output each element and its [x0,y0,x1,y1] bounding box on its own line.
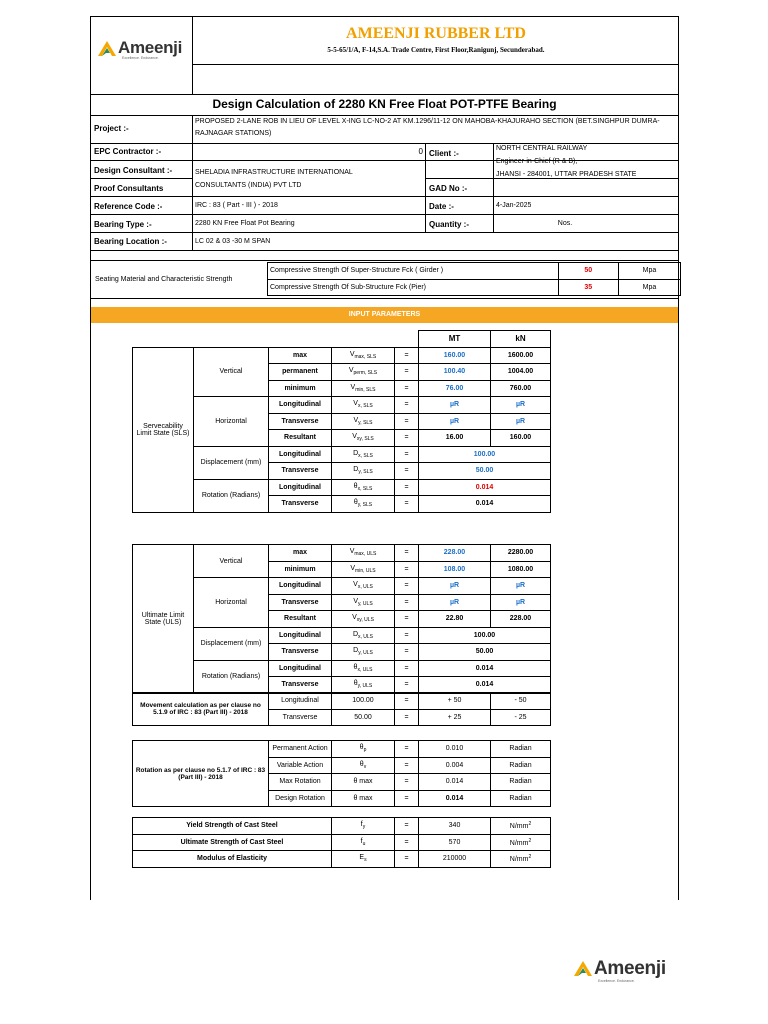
footer-logo-mark-icon [572,958,594,978]
sls-value: 100.00 [419,446,551,463]
sls-value: 0.014 [419,496,551,513]
unit-mt-header: MT [419,331,491,348]
sls-key: Transverse [269,496,332,513]
material-table [132,817,551,868]
movement-table [132,692,551,726]
uls-symbol: $V_{y, ULS}$ [332,594,395,611]
uls-kn: µR [491,594,551,611]
sls-symbol: $D_{x, SLS}$ [332,446,395,463]
sls-symbol: $V_{perm, SLS}$ [332,364,395,381]
sls-kn: µR [491,397,551,414]
uls-value: 0.014 [419,660,551,677]
client-line2: Engineer-in-Chief (R & B), [496,158,578,165]
sls-group-label: Horizontal [194,397,269,447]
uls-label: Ultimate Limit State (ULS) [133,545,194,694]
uls-row [133,627,551,644]
sls-eq: = [395,446,419,463]
uls-key: Transverse [269,594,332,611]
uls-value: 50.00 [419,644,551,661]
bearing-location-value: LC 02 & 03 -30 M SPAN [195,238,271,245]
uls-eq: = [395,545,419,562]
reference-value: IRC : 83 ( Part - III ) - 2018 [195,202,278,209]
uls-symbol: $V_{min, ULS}$ [332,561,395,578]
sls-symbol: $V_{y, SLS}$ [332,413,395,430]
sls-key: max [269,347,332,364]
sls-eq: = [395,380,419,397]
sls-key: Longitudinal [269,479,332,496]
date-value: 4-Jan-2025 [496,202,532,209]
bearing-location-label: Bearing Location :- [94,237,167,246]
uls-mt: µR [419,594,491,611]
sls-eq: = [395,496,419,513]
movement-label: Movement calculation as per clause no 5.1.9 of IRC : 83 (Part III) - 2018 [133,693,269,726]
input-parameters-header: INPUT PARAMETERS [91,307,678,323]
uls-value: 100.00 [419,627,551,644]
uls-row [133,545,551,562]
uls-key: Longitudinal [269,627,332,644]
uls-eq: = [395,578,419,595]
uls-key: Longitudinal [269,660,332,677]
sls-mt: µR [419,397,491,414]
sls-kn: 760.00 [491,380,551,397]
sls-key: Transverse [269,413,332,430]
uls-key: Transverse [269,677,332,694]
rotation-label: Rotation as per clause no 5.1.7 of IRC : 83 (Part III) - 2018 [133,741,269,807]
sls-mt: 100.40 [419,364,491,381]
uls-symbol: $V_{xy, ULS}$ [332,611,395,628]
material-row: Ultimate Strength of Cast Steel $f_u$ = 570 $N/mm^2$ [133,834,551,851]
client-label: Client :- [429,149,459,158]
uls-kn: 228.00 [491,611,551,628]
gad-label: GAD No :- [429,184,468,193]
sls-mt: µR [419,413,491,430]
sls-key: Longitudinal [269,397,332,414]
uls-mt: µR [419,578,491,595]
sls-symbol: $\theta_{x, SLS}$ [332,479,395,496]
seating-row2-label: Compressive Strength Of Sub-Structure Fck (Pier) [268,279,559,296]
unit-kn-header: kN [491,331,551,348]
footer-logo [572,958,666,983]
uls-kn: 1080.00 [491,561,551,578]
company-logo [96,38,182,58]
sls-kn: 1004.00 [491,364,551,381]
proof-label: Proof Consultants [94,184,164,193]
seating-row1-label: Compressive Strength Of Super-Structure Fck ( Girder ) [268,263,559,280]
uls-eq: = [395,677,419,694]
uls-mt: 228.00 [419,545,491,562]
uls-group-label: Horizontal [194,578,269,628]
project-value-line1: PROPOSED 2-LANE ROB IN LIEU OF LEVEL X-ING LC-NO-2 AT KM.1296/11-12 ON MAHOBA-KHAJURAHO SECTION (BET.SINGHPUR DUMRA- [195,118,660,125]
uls-symbol: $D_{x, ULS}$ [332,627,395,644]
uls-key: Longitudinal [269,578,332,595]
uls-symbol: $D_{y, ULS}$ [332,644,395,661]
date-label: Date :- [429,202,454,211]
uls-symbol: $\theta_{y, ULS}$ [332,677,395,694]
uls-eq: = [395,611,419,628]
sls-value: 0.014 [419,479,551,496]
uls-table [132,528,551,694]
consultant-line2: CONSULTANTS (INDIA) PVT LTD [195,182,302,189]
design-consultant-label: Design Consultant :- [94,166,173,175]
movement-row: Movement calculation as per clause no 5.1.9 of IRC : 83 (Part III) - 2018 Longitudinal 100.00 = + 50 - 50 [133,693,551,710]
sls-mt: 16.00 [419,430,491,447]
sls-group-label: Vertical [194,347,269,397]
uls-key: Resultant [269,611,332,628]
sls-kn: 1600.00 [491,347,551,364]
sls-symbol: $V_{xy, SLS}$ [332,430,395,447]
uls-kn: µR [491,578,551,595]
logo-mark-icon [96,38,118,58]
consultant-line1: SHELADIA INFRASTRUCTURE INTERNATIONAL [195,169,353,176]
rotation-row: Rotation as per clause no 5.1.7 of IRC : 83 (Part III) - 2018 Permanent Action $\theta_p$ = 0.010 Radian [133,741,551,758]
sls-value: 50.00 [419,463,551,480]
company-name: AMEENJI RUBBER LTD [346,25,526,42]
project-value-line2: RAJNAGAR STATIONS) [195,130,272,137]
seating-row1-unit: Mpa [618,263,680,280]
sls-mt: 160.00 [419,347,491,364]
uls-eq: = [395,660,419,677]
sls-key: Longitudinal [269,446,332,463]
uls-group-label: Rotation (Radians) [194,660,269,693]
uls-group-label: Displacement (mm) [194,627,269,660]
quantity-unit: Nos. [557,220,573,227]
sls-eq: = [395,364,419,381]
sls-row [133,446,551,463]
sls-symbol: $V_{max, SLS}$ [332,347,395,364]
sls-symbol: $D_{y, SLS}$ [332,463,395,480]
uls-symbol: $\theta_{x, ULS}$ [332,660,395,677]
sls-row [133,397,551,414]
project-label: Project :- [94,124,129,133]
sls-eq: = [395,413,419,430]
sls-key: Transverse [269,463,332,480]
uls-mt: 108.00 [419,561,491,578]
rotation-table [132,740,551,807]
epc-value: 0 [418,147,423,156]
rotation-row: Variable Action $\theta_v$ = 0.004 Radian [133,757,551,774]
sls-label: Servecability Limit State (SLS) [133,347,194,512]
sls-group-label: Displacement (mm) [194,446,269,479]
uls-row [133,660,551,677]
sls-key: permanent [269,364,332,381]
sls-table [132,330,551,513]
uls-kn: 2280.00 [491,545,551,562]
uls-value: 0.014 [419,677,551,694]
sls-kn: 160.00 [491,430,551,447]
uls-key: max [269,545,332,562]
footer-logo-text: Ameenji [594,958,666,979]
sls-row [133,479,551,496]
footer-logo-tagline: Excellence. Endurance. [598,979,635,983]
client-line3: JHANSI - 284001, UTTAR PRADESH STATE [496,171,637,178]
uls-symbol: $V_{max, ULS}$ [332,545,395,562]
uls-eq: = [395,627,419,644]
uls-key: Transverse [269,644,332,661]
seating-label: Seating Material and Characteristic Strength [95,276,233,283]
uls-group-label: Vertical [194,545,269,578]
sls-eq: = [395,347,419,364]
sls-eq: = [395,397,419,414]
uls-row [133,578,551,595]
bearing-type-value: 2280 KN Free Float Pot Bearing [195,220,295,227]
sls-group-label: Rotation (Radians) [194,479,269,512]
material-row: Modulus of Elasticity $E_s$ = 210000 $N/mm^2$ [133,851,551,868]
sls-row [133,347,551,364]
logo-text: Ameenji [118,38,183,57]
seating-row2-unit: Mpa [618,279,680,296]
page-title: Design Calculation of 2280 KN Free Float POT-PTFE Bearing [212,97,557,111]
uls-mt: 22.80 [419,611,491,628]
client-line1: NORTH CENTRAL RAILWAY [496,145,588,152]
rotation-row: Design Rotation θ max = 0.014 Radian [133,790,551,807]
sls-symbol: $V_{min, SLS}$ [332,380,395,397]
sls-mt: 76.00 [419,380,491,397]
company-address: 5-5-65/1/A, F-14,S.A. Trade Centre, First Floor,Ranigunj, Secunderabad. [327,46,545,54]
logo-tagline: Excellence. Endurance. [122,56,159,60]
seating-row2-value: 35 [558,279,618,296]
reference-label: Reference Code :- [94,202,163,211]
seating-row1-value: 50 [558,263,618,280]
sls-eq: = [395,430,419,447]
quantity-label: Quantity :- [429,220,469,229]
bearing-type-label: Bearing Type :- [94,220,152,229]
sls-eq: = [395,463,419,480]
material-row: Yield Strength of Cast Steel $f_y$ = 340 $N/mm^2$ [133,818,551,835]
seating-table [267,262,681,296]
uls-eq: = [395,644,419,661]
sls-symbol: $V_{x, SLS}$ [332,397,395,414]
uls-symbol: $V_{x, ULS}$ [332,578,395,595]
uls-eq: = [395,561,419,578]
sls-symbol: $\theta_{y, SLS}$ [332,496,395,513]
uls-eq: = [395,594,419,611]
rotation-row: Max Rotation θ max = 0.014 Radian [133,774,551,791]
sls-eq: = [395,479,419,496]
epc-label: EPC Contractor :- [94,147,162,156]
sls-key: minimum [269,380,332,397]
sls-kn: µR [491,413,551,430]
sls-key: Resultant [269,430,332,447]
movement-row: Transverse 50.00 = + 25 - 25 [133,709,551,726]
uls-key: minimum [269,561,332,578]
